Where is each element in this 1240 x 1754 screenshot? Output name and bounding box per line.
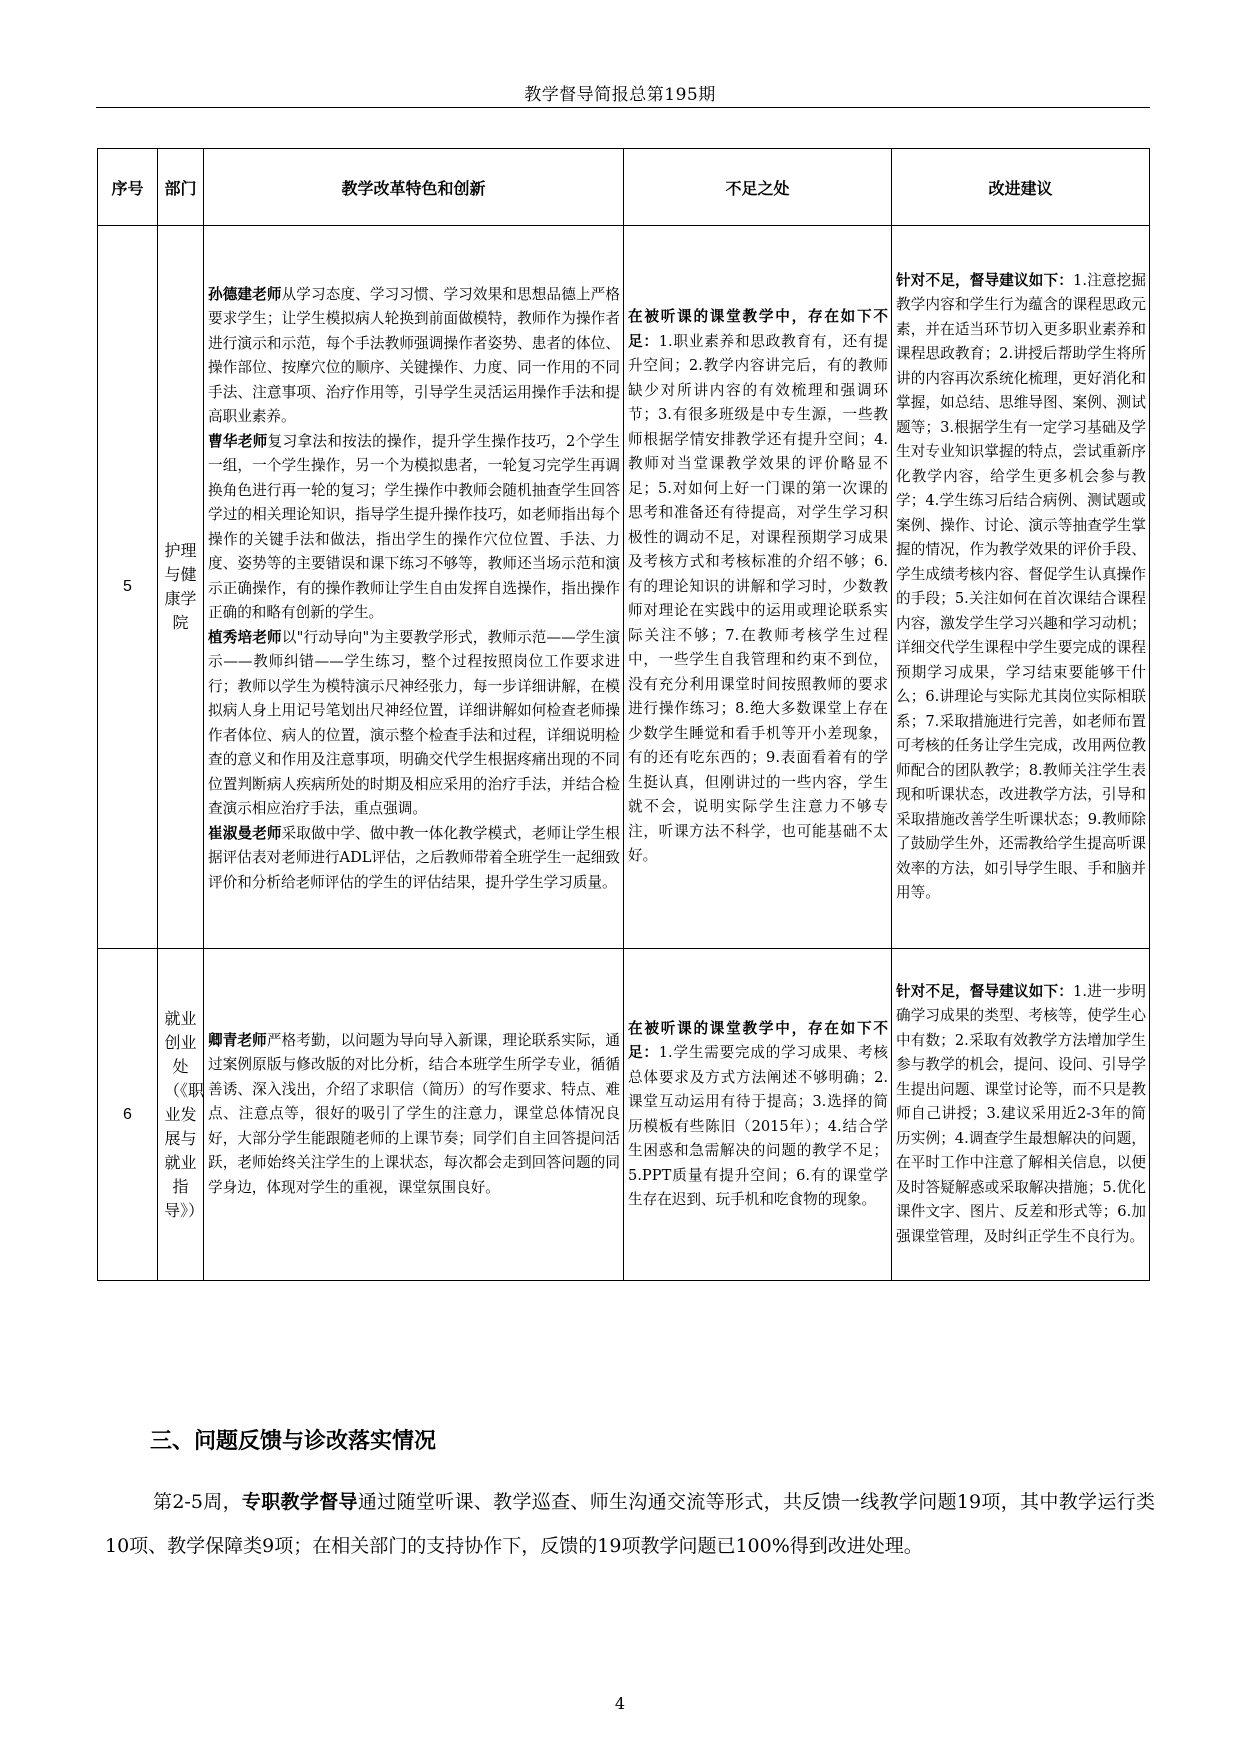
deficiencies-text: 1.职业素养和思政教育有，还有提升空间；2.教学内容讲完后，有的教师缺少对所讲内容的有效梳理和强调环节；3.有很多班级是中专生源，一些教师根据学情安排教学还有提升空间；4.教师对当堂课教学效果的评价略显不足；5.对如何上好一门课的第一次课的思考和准备还有待提高，对学生学习积极性的调动不足，对课程预期学习成果及考核方式和考核标准的介绍不够；6.有的理论知识的讲解和学习时，少数教师对理论在实践中的运用或理论联系实际关注不够；7.在教师考核学生过程中，一些学生自我管理和约束不到位，没有充分利用课堂时间按照教师的要求进行操作练习；8.绝大多数课堂上存在少数学生睡觉和看手机等开小差现象，有的还有吃东西的；9.表面看着有的学生挺认真，但刚讲过的一些内容，学生就不会，说明实际学生注意力不够专注，听课方法不科学，也可能基础不太好。 (628, 332, 888, 865)
teacher-description: 从学习态度、学习习惯、学习效果和思想品德上严格要求学生；让学生模拟病人轮换到前面做模特，教师作为操作者进行演示和示范，每个手法教师强调操作者姿势、患者的体位、操作部位、按摩穴位的顺序、关键操作、力度、同一作用的不同手法、注意事项、治疗作用等，引导学生灵活运用操作手法和提高职业素养。 (208, 285, 620, 426)
suggestions-cell (892, 226, 1150, 949)
paragraph-rest: 通过随堂听课、教学巡查、师生沟通交流等形式，共反馈一线教学问题19项，其中教学运行类10项、教学保障类9项；在相关部门的支持协作下，反馈的19项教学问题已100%得到改进处理。 (105, 1491, 1155, 1557)
deficiencies-cell (624, 226, 892, 949)
paragraph-start: 第2-5周， (153, 1491, 242, 1513)
column-header-no: 序号 (98, 149, 158, 226)
department-name: 护理与健康学院 (158, 226, 204, 949)
teacher-description: 采取做中学、做中教一体化教学模式，老师让学生根据评估表对老师进行ADL评估，之后教师带着全班学生一起细致评价和分析给老师评估的学生的评估结果，提升学生学习质量。 (208, 824, 620, 891)
table-header-row (98, 149, 1150, 226)
row-number: 6 (98, 949, 158, 1281)
page-number: 4 (614, 1694, 626, 1713)
department-name: 就业创业处（《职业发展与就业指导》） (158, 949, 204, 1281)
deficiencies-cell (624, 949, 892, 1281)
deficiencies-text: 1.学生需要完成的学习成果、考核总体要求及方式方法阐述不够明确；2.课堂互动运用有待于提高；3.选择的简历模板有些陈旧（2015年）；4.结合学生困惑和急需解决的问题的教学不足；5.PPT质量有提升空间；6.有的课堂学生存在迟到、玩手机和吃食物的现象。 (628, 1044, 888, 1208)
supervision-table (97, 148, 1150, 1281)
table-row (98, 949, 1150, 1281)
teacher-entry (208, 283, 620, 430)
row-number: 5 (98, 226, 158, 949)
column-header-features: 教学改革特色和创新 (204, 149, 624, 226)
section-paragraph (105, 1480, 1155, 1568)
features-cell (204, 226, 624, 949)
suggestions-text: 1.进一步明确学习成果的类型、考核等，使学生心中有数；2.采取有效教学方法增加学生参与教学的机会，提问、设问、引导学生提出问题、课堂讨论等，而不只是教师自己讲授；3.建议采用近2-3年的简历实例；4.调查学生最想解决的问题，在平时工作中注意了解相关信息，以便及时答疑解惑或采取解决措施；5.优化课件文字、图片、反差和形式等；6.加强课堂管理，及时纠正学生不良行为。 (896, 982, 1146, 1245)
teacher-entry (208, 1029, 620, 1201)
header-divider (96, 107, 1150, 108)
suggestions-cell (892, 949, 1150, 1281)
deficiencies-lead: 在被听课的课堂教学中，存在如下不足： (628, 1019, 888, 1061)
column-header-suggestions: 改进建议 (892, 149, 1150, 226)
suggestions-lead: 针对不足，督导建议如下： (896, 271, 1074, 289)
teacher-entry (208, 822, 620, 896)
teacher-entry (208, 430, 620, 626)
suggestions-text: 1.注意挖掘教学内容和学生行为蕴含的课程思政元素，并在适当环节切入更多职业素养和课程思政教育；2.讲授后帮助学生将所讲的内容再次系统化梳理，更好消化和掌握，如总结、思维导图、案例、测试题等；3.根据学生有一定学习基础及学生对专业知识掌握的特点，尝试重新序化教学内容，给学生更多机会参与教学；4.学生练习后结合病例、测试题或案例、操作、讨论、演示等抽查学生掌握的情况，作为教学效果的评价手段、学生成绩考核内容、督促学生认真操作的手段；5.关注如何在首次课结合课程内容，激发学生学习兴趣和学习动机；详细交代学生课程中学生要完成的课程预期学习成果，学习结束要能够干什么；6.讲理论与实际尤其岗位实际相联系；7.采取措施进行完善，如老师布置可考核的任务让学生完成，改用两位教师配合的团队教学；8.教师关注学生表现和听课状态，改进教学方法，引导和采取措施改善学生听课状态；9.教师除了鼓励学生外，还需教给学生提高听课效率的方法，如引导学生眼、手和脑并用等。 (896, 271, 1146, 901)
table-row (98, 226, 1150, 949)
teacher-name: 孙德建老师 (208, 285, 282, 303)
teacher-entry (208, 626, 620, 822)
teacher-name: 崔淑曼老师 (208, 824, 282, 842)
teacher-name: 植秀培老师 (208, 628, 282, 646)
section-heading: 三、问题反馈与诊改落实情况 (150, 1429, 437, 1454)
deficiencies-lead: 在被听课的课堂教学中，存在如下不足： (628, 308, 888, 350)
suggestions-lead: 针对不足，督导建议如下： (896, 982, 1074, 1000)
teacher-description: 复习拿法和按法的操作，提升学生操作技巧，2个学生一组，一个学生操作，另一个为模拟患者，一轮复习完学生再调换角色进行再一轮的复习；学生操作中教师会随机抽查学生回答学过的相关理论知识，指导学生提升操作技巧，如老师指出每个操作的关键手法和做法，指出学生的操作穴位位置、手法、力度、姿势等的主要错误和课下练习不够等，教师还当场示范和演示正确操作，有的操作教师让学生自由发挥自选操作，指出操作正确的和略有创新的学生。 (208, 432, 620, 622)
column-header-dept: 部门 (158, 149, 204, 226)
teacher-description: 严格考勤，以问题为导向导入新课，理论联系实际，通过案例原版与修改版的对比分析，结合本班学生所学专业，循循善诱、深入浅出，介绍了求职信（简历）的写作要求、特点、难点、注意点等，很好的吸引了学生的注意力，课堂总体情况良好，大部分学生能跟随老师的上课节奏；同学们自主回答提问活跃，老师始终关注学生的上课状态，每次都会走到回答问题的同学身边，体现对学生的重视，课堂氛围良好。 (208, 1031, 620, 1196)
teacher-description: 以"行动导向"为主要教学形式，教师示范——学生演示——教师纠错——学生练习，整个过程按照岗位工作要求进行；教师以学生为模特演示尺神经张力，每一步详细讲解，在模拟病人身上用记号笔划出尺神经位置，详细讲解如何检查老师操作者体位、病人的位置，演示整个检查手法和过程，详细说明检查的意义和作用及注意事项，明确交代学生根据疼痛出现的不同位置判断病人疾病所处的时期及相应采用的治疗手法，并结合检查演示相应治疗手法，重点强调。 (208, 628, 620, 818)
paragraph-bold-term: 专职教学督导 (241, 1491, 358, 1513)
teacher-name: 卿青老师 (208, 1031, 267, 1049)
bulletin-header-title: 教学督导简报总第195期 (524, 85, 716, 105)
features-cell (204, 949, 624, 1281)
column-header-deficiencies: 不足之处 (624, 149, 892, 226)
teacher-name: 曹华老师 (208, 432, 268, 450)
